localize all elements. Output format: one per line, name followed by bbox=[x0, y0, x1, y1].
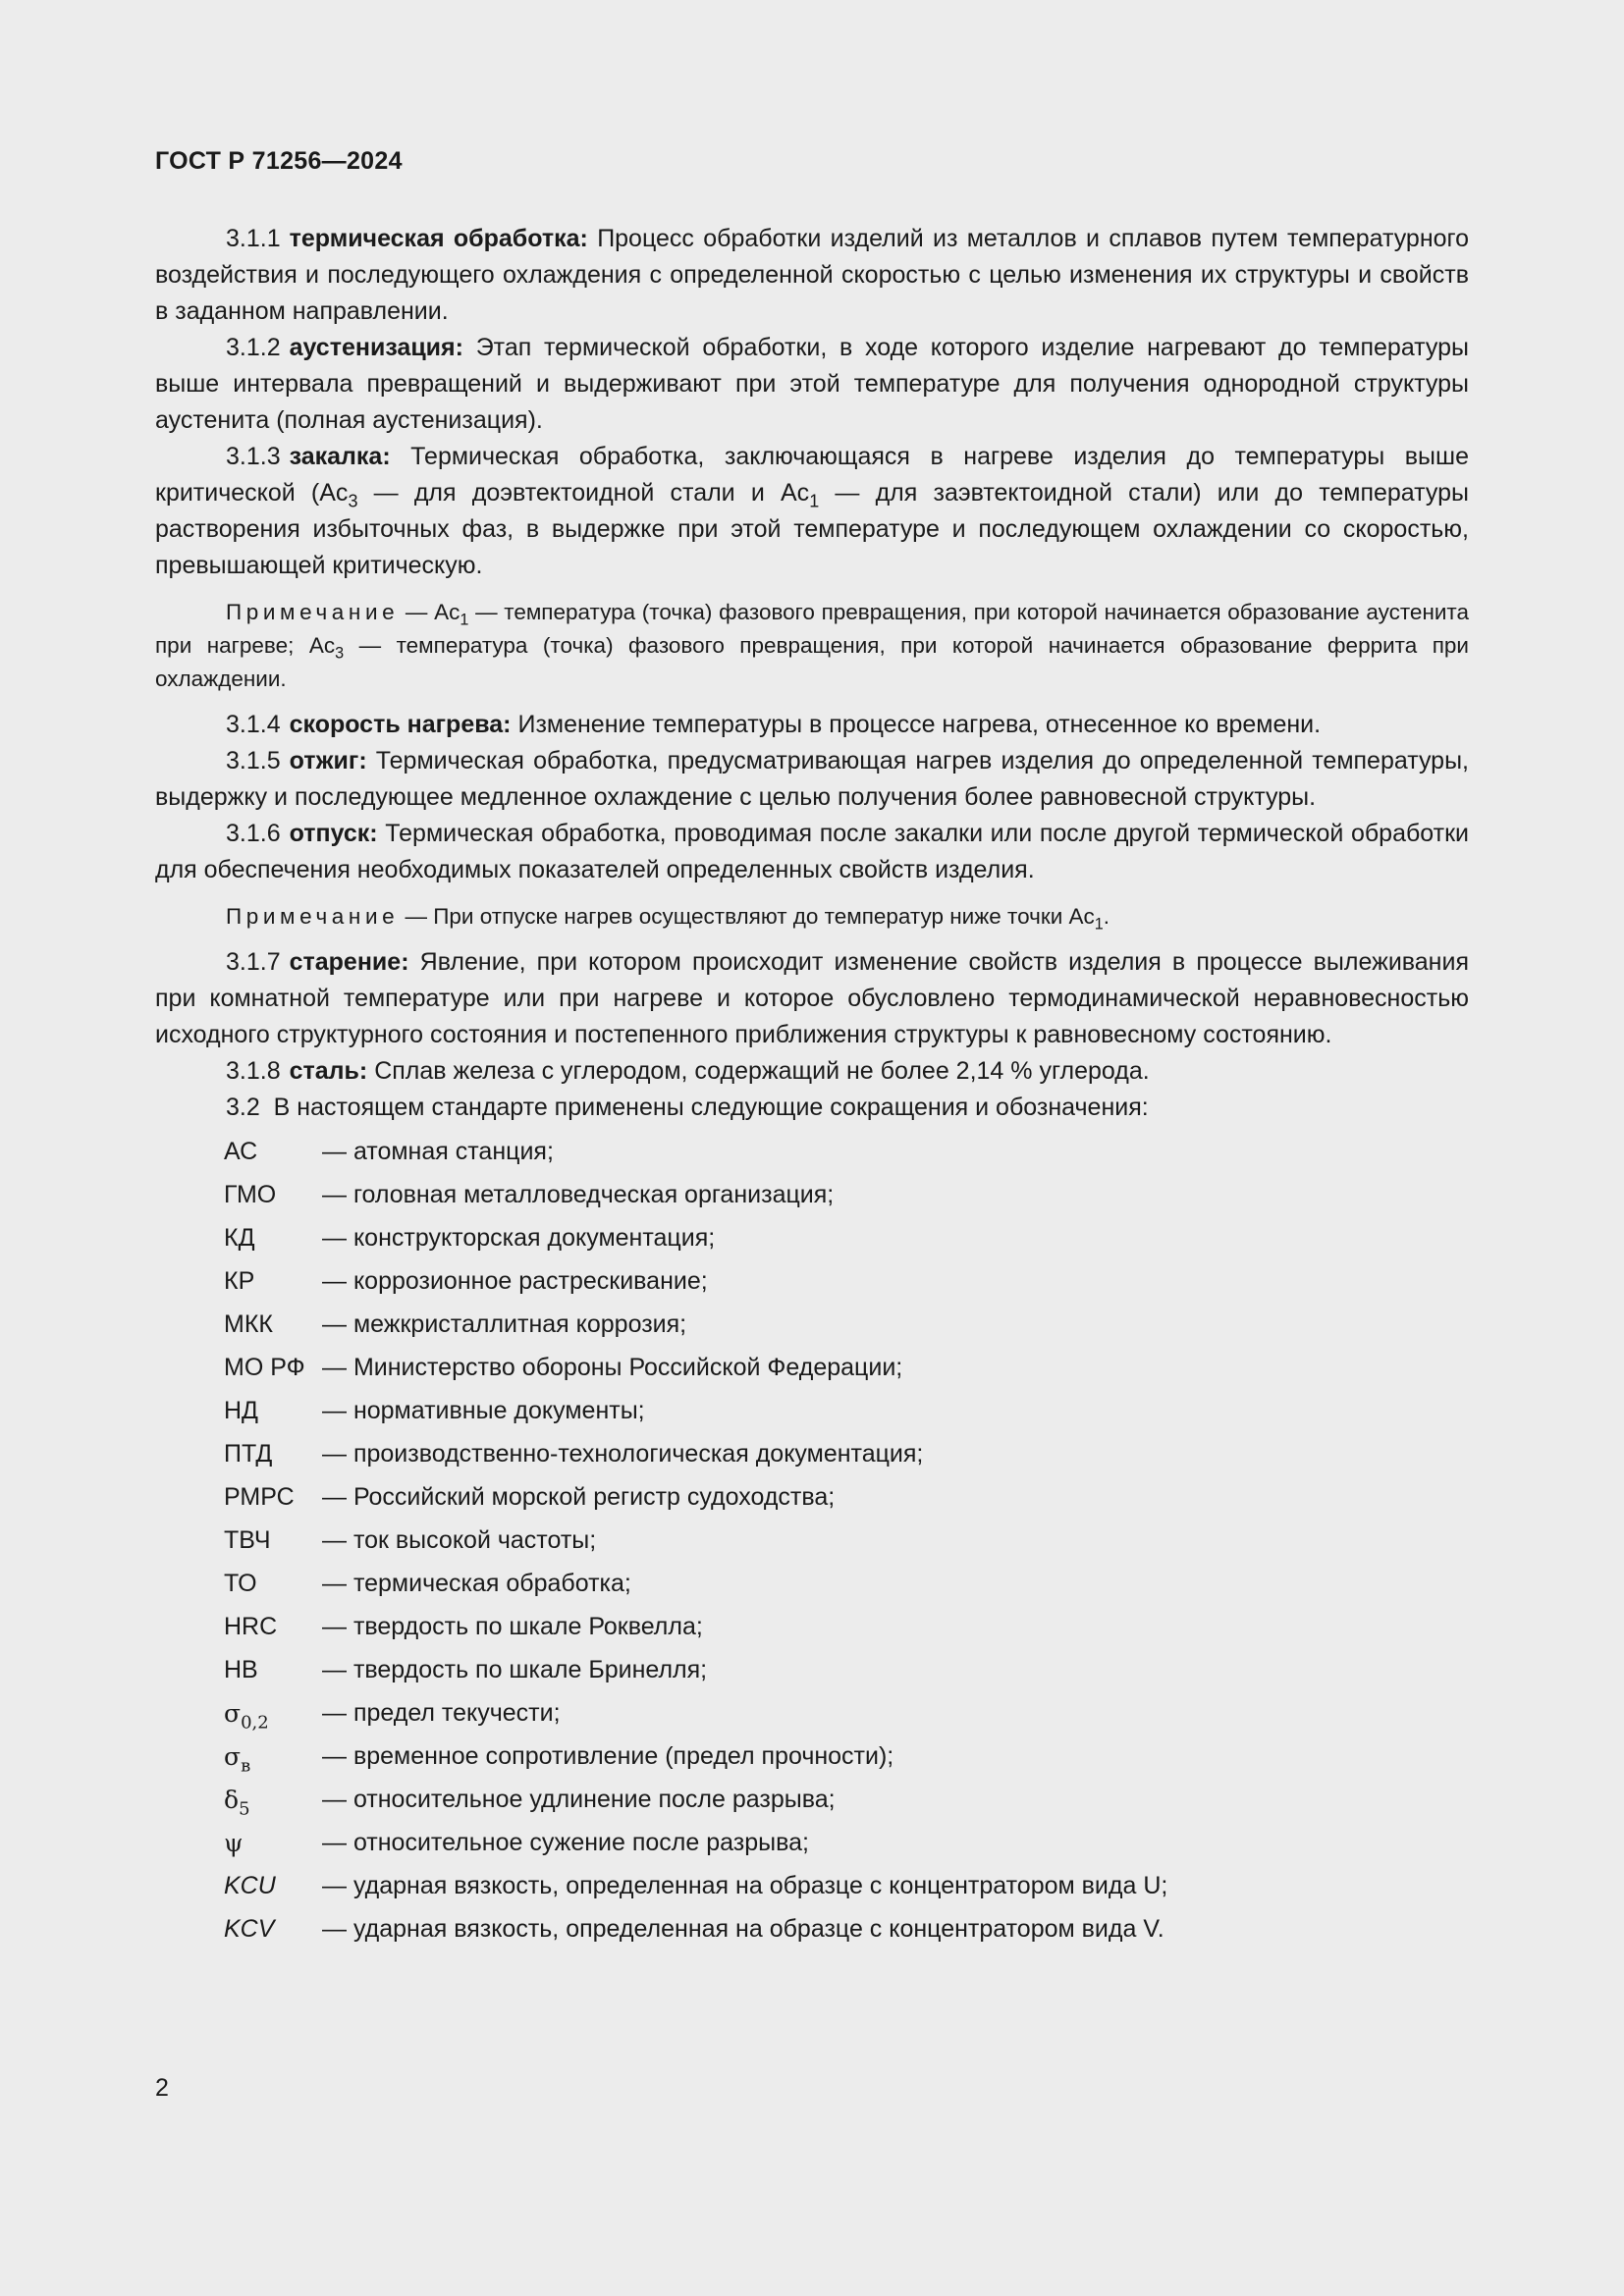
abbreviation-symbol: НД bbox=[224, 1396, 258, 1424]
term-paragraph bbox=[155, 743, 1469, 816]
subscript: в bbox=[241, 1754, 251, 1776]
abbreviation-symbol: КР bbox=[224, 1266, 255, 1295]
abbreviation-symbol: НВ bbox=[224, 1655, 258, 1683]
symbol-base: σ bbox=[224, 1741, 242, 1771]
note bbox=[155, 900, 1469, 934]
term-number: 3.1.3 bbox=[226, 443, 281, 470]
abbreviation-row bbox=[155, 1778, 1469, 1821]
abbreviation-row bbox=[155, 1130, 1469, 1173]
abbreviation-row bbox=[155, 1259, 1469, 1303]
abbreviation-symbol: ПТД bbox=[224, 1439, 273, 1468]
note-text: . bbox=[1103, 904, 1110, 929]
term-number: 3.1.2 bbox=[226, 334, 281, 361]
abbreviation-row bbox=[155, 1605, 1469, 1648]
abbreviation-symbol: РМРС bbox=[224, 1482, 295, 1511]
abbreviation-definition: — головная металловедческая организация; bbox=[322, 1180, 835, 1208]
abbreviation-definition: — атомная станция; bbox=[322, 1137, 554, 1165]
abbreviation-definition: — термическая обработка; bbox=[322, 1569, 631, 1597]
subscript: 1 bbox=[460, 611, 469, 629]
term-number: 3.1.6 bbox=[226, 820, 281, 847]
note-label: Примечание bbox=[226, 600, 400, 624]
abbreviation-symbol: ГМО bbox=[224, 1180, 277, 1208]
abbreviation-definition: — относительное удлинение после разрыва; bbox=[322, 1785, 836, 1813]
abbreviation-list bbox=[155, 1130, 1469, 1950]
term-name: термическая обработка: bbox=[289, 225, 588, 252]
term-definition: Изменение температуры в процессе нагрева, отнесенное ко времени. bbox=[517, 711, 1322, 738]
document-header: ГОСТ Р 71256—2024 bbox=[155, 147, 403, 175]
abbreviation-row bbox=[155, 1735, 1469, 1778]
abbreviation-symbol: HRC bbox=[224, 1612, 278, 1640]
abbreviation-symbol: ТВЧ bbox=[224, 1525, 271, 1554]
term-definition: Термическая обработка, предусматривающая нагрев изделия до определенной температуры, выдержку и последующее медленное охлаждение с целью получения более равновесной структуры. bbox=[155, 747, 1469, 811]
term-name: закалка: bbox=[289, 443, 391, 470]
term-definition: Термическая обработка, заключающаяся в нагреве изделия до температуры выше критической (Ac bbox=[155, 443, 1469, 507]
note-text: — При отпуске нагрев осуществляют до температур ниже точки Ac bbox=[399, 904, 1095, 929]
abbreviation-row bbox=[155, 1907, 1469, 1950]
abbreviation-symbol: МКК bbox=[224, 1309, 273, 1338]
abbreviation-definition: — конструкторская документация; bbox=[322, 1223, 716, 1252]
section-paragraph bbox=[155, 1090, 1469, 1126]
term-definition: Термическая обработка, проводимая после закалки или после другой термической обработки для обеспечения необходимых показателей определенных свойств изделия. bbox=[155, 820, 1469, 883]
abbreviation-row bbox=[155, 1216, 1469, 1259]
term-number: 3.1.5 bbox=[226, 747, 281, 774]
term-name: сталь: bbox=[289, 1057, 368, 1085]
abbreviation-definition: — Министерство обороны Российской Федерации; bbox=[322, 1353, 903, 1381]
abbreviation-definition: — производственно-технологическая документация; bbox=[322, 1439, 924, 1468]
abbreviation-row bbox=[155, 1648, 1469, 1691]
term-name: скорость нагрева: bbox=[289, 711, 512, 738]
page-number: 2 bbox=[155, 2074, 169, 2102]
abbreviation-definition: — предел текучести; bbox=[322, 1698, 561, 1727]
term-paragraph bbox=[155, 221, 1469, 330]
symbol-base: δ bbox=[224, 1785, 240, 1814]
subscript: 1 bbox=[809, 491, 820, 511]
note-text: — Ac bbox=[399, 600, 460, 624]
abbreviation-row bbox=[155, 1389, 1469, 1432]
abbreviation-row bbox=[155, 1864, 1469, 1907]
symbol-base: σ bbox=[224, 1698, 242, 1728]
term-number: 3.1.7 bbox=[226, 948, 281, 976]
term-definition: — для заэвтектоидной стали) или до температуры растворения избыточных фаз, в выдержке при этой температуре и последующем охлаждении со скоростью, превышающей критическую. bbox=[155, 479, 1469, 579]
abbreviation-symbol: KCU bbox=[224, 1871, 276, 1899]
abbreviation-row bbox=[155, 1691, 1469, 1735]
term-number: 3.1.4 bbox=[226, 711, 281, 738]
abbreviation-symbol: ТО bbox=[224, 1569, 257, 1597]
abbreviation-definition: — нормативные документы; bbox=[322, 1396, 645, 1424]
abbreviation-row bbox=[155, 1519, 1469, 1562]
subscript: 3 bbox=[348, 491, 358, 511]
note-text: — температура (точка) фазового превращения, при которой начинается образование аустенита при нагреве; Ac bbox=[155, 600, 1469, 658]
term-name: отжиг: bbox=[289, 747, 367, 774]
term-paragraph bbox=[155, 330, 1469, 439]
abbreviation-symbol: ψ bbox=[224, 1828, 244, 1857]
abbreviation-definition: — относительное сужение после разрыва; bbox=[322, 1828, 809, 1856]
term-definition: — для доэвтектоидной стали и Ac bbox=[357, 479, 810, 507]
subscript: 0,2 bbox=[241, 1711, 269, 1733]
term-definition: Процесс обработки изделий из металлов и сплавов путем температурного воздействия и последующего охлаждения с определенной скоростью с целью изменения их структуры и свойств в заданном направлении. bbox=[155, 225, 1469, 325]
abbreviation-symbol: МО РФ bbox=[224, 1353, 305, 1381]
section-number: 3.2 bbox=[226, 1094, 260, 1121]
subscript: 3 bbox=[335, 644, 345, 663]
term-name: старение: bbox=[289, 948, 409, 976]
term-number: 3.1.8 bbox=[226, 1057, 281, 1085]
term-name: отпуск: bbox=[289, 820, 378, 847]
abbreviation-definition: — твердость по шкале Бринелля; bbox=[322, 1655, 708, 1683]
abbreviation-definition: — ударная вязкость, определенная на образце с концентратором вида V. bbox=[322, 1914, 1164, 1943]
abbreviation-row bbox=[155, 1432, 1469, 1475]
term-definition: Сплав железа с углеродом, содержащий не более 2,14 % углерода. bbox=[374, 1057, 1150, 1085]
abbreviation-definition: — твердость по шкале Роквелла; bbox=[322, 1612, 703, 1640]
term-name: аустенизация: bbox=[289, 334, 463, 361]
abbreviation-symbol: KCV bbox=[224, 1914, 275, 1943]
abbreviation-row bbox=[155, 1346, 1469, 1389]
note bbox=[155, 596, 1469, 696]
term-paragraph bbox=[155, 439, 1469, 584]
term-definition: Этап термической обработки, в ходе которого изделие нагревают до температуры выше интервала превращений и выдерживают при этой температуре для получения однородной структуры аустенита (полная аустенизация). bbox=[155, 334, 1469, 434]
abbreviation-definition: — межкристаллитная коррозия; bbox=[322, 1309, 687, 1338]
abbreviation-definition: — временное сопротивление (предел прочности); bbox=[322, 1741, 894, 1770]
abbreviation-row bbox=[155, 1821, 1469, 1864]
term-paragraph bbox=[155, 707, 1469, 743]
section-text: В настоящем стандарте применены следующие сокращения и обозначения: bbox=[273, 1094, 1149, 1121]
abbreviation-symbol: АС bbox=[224, 1137, 258, 1165]
abbreviation-symbol bbox=[224, 1738, 322, 1775]
abbreviation-row bbox=[155, 1173, 1469, 1216]
term-paragraph bbox=[155, 816, 1469, 888]
abbreviation-definition: — ток высокой частоты; bbox=[322, 1525, 597, 1554]
abbreviation-symbol bbox=[224, 1782, 322, 1818]
note-label: Примечание bbox=[226, 904, 400, 929]
abbreviation-row bbox=[155, 1562, 1469, 1605]
term-number: 3.1.1 bbox=[226, 225, 281, 252]
term-paragraph bbox=[155, 1053, 1469, 1090]
note-text: — температура (точка) фазового превращения, при которой начинается образование феррита при охлаждении. bbox=[155, 633, 1469, 691]
subscript: 1 bbox=[1094, 915, 1104, 934]
document-body bbox=[155, 221, 1469, 1950]
term-definition: Явление, при котором происходит изменение свойств изделия в процессе вылеживания при комнатной температуре или при нагреве и которое обусловлено термодинамической неравновесностью исходного структурного состояния и постепенного приближения структуры к равновесному состоянию. bbox=[155, 948, 1469, 1048]
abbreviation-row bbox=[155, 1475, 1469, 1519]
term-paragraph bbox=[155, 944, 1469, 1053]
abbreviation-symbol bbox=[224, 1695, 322, 1732]
abbreviation-definition: — коррозионное растрескивание; bbox=[322, 1266, 708, 1295]
abbreviation-row bbox=[155, 1303, 1469, 1346]
abbreviation-definition: — ударная вязкость, определенная на образце с концентратором вида U; bbox=[322, 1871, 1168, 1899]
abbreviation-symbol: КД bbox=[224, 1223, 255, 1252]
abbreviation-definition: — Российский морской регистр судоходства; bbox=[322, 1482, 836, 1511]
subscript: 5 bbox=[239, 1797, 250, 1819]
